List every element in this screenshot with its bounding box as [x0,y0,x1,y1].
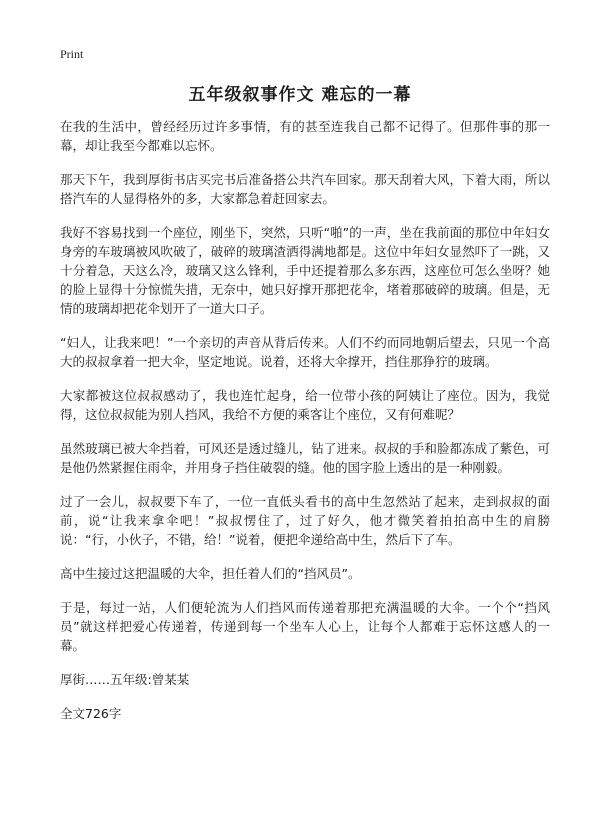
paragraph: “妇人，让我来吧！”一个亲切的声音从背后传来。人们不约而同地朝后望去，只见一个高大的叔叔拿着一把大伞，坚定地说。说着，还将大伞撑开，挡住那狰狞的玻璃。 [60,335,550,369]
paragraph: 那天下午，我到厚街书店买完书后准备搭公共汽车回家。那天刮着大风，下着大雨，所以搭汽车的人显得格外的多，大家都急着赶回家去。 [60,172,550,206]
article-title: 五年级叙事作文 难忘的一幕 [188,85,412,105]
paragraph: 在我的生活中，曾经经历过许多事情，有的甚至连我自己都不记得了。但那件事的那一幕，却让我至今都难以忘怀。 [60,119,550,153]
print-link[interactable]: Print [60,47,84,61]
author-line: 厚街……五年级:曾某某 [60,672,190,687]
paragraph: 于是，每过一站，人们便轮流为人们挡风而传递着那把充满温暖的大伞。一个个“挡风员”就这样把爱心传递着，传递到每一个坐车人心上，让每个人都难于忘怀这感人的一幕。 [60,600,550,653]
word-count: 全文726字 [60,706,122,721]
paragraph: 大家都被这位叔叔感动了，我也连忙起身，给一位带小孩的阿姨让了座位。因为，我觉得，这位叔叔能为别人挡风，我给不方便的乘客让个座位，又有何难呢？ [60,388,550,422]
article-body [60,117,550,738]
paragraph: 我好不容易找到一个座位，刚坐下，突然，只听“啪”的一声，坐在我前面的那位中年妇女身旁的车玻璃被风吹破了，破碎的玻璃渣洒得满地都是。这位中年妇女显然吓了一跳，又十分着急，天这么冷，玻璃又这么锋利，手中还提着那么多东西，这座位可怎么坐呀？她的脸上显得十分惊慌失措，无奈中，她只好撑开那把花伞，堵着那破碎的玻璃。但是，无情的玻璃却把花伞划开了一道大口子。 [60,225,550,316]
paragraph: 过了一会儿，叔叔要下车了，一位一直低头看书的高中生忽然站了起来，走到叔叔的面前，说“让我来拿伞吧！”叔叔愣住了，过了好久，他才微笑着拍拍高中生的肩膀说：“行，小伙子，不错，给！”说着，便把伞递给高中生，然后下了车。 [60,494,550,547]
paragraph: 虽然玻璃已被大伞挡着，可风还是透过缝儿，钻了进来。叔叔的手和脸都冻成了紫色，可是他仍然紧握住雨伞，并用身子挡住破裂的缝。他的国字脸上透出的是一种刚毅。 [60,441,550,475]
paragraph: 高中生接过这把温暖的大伞，担任着人们的“挡风员”。 [60,566,361,581]
